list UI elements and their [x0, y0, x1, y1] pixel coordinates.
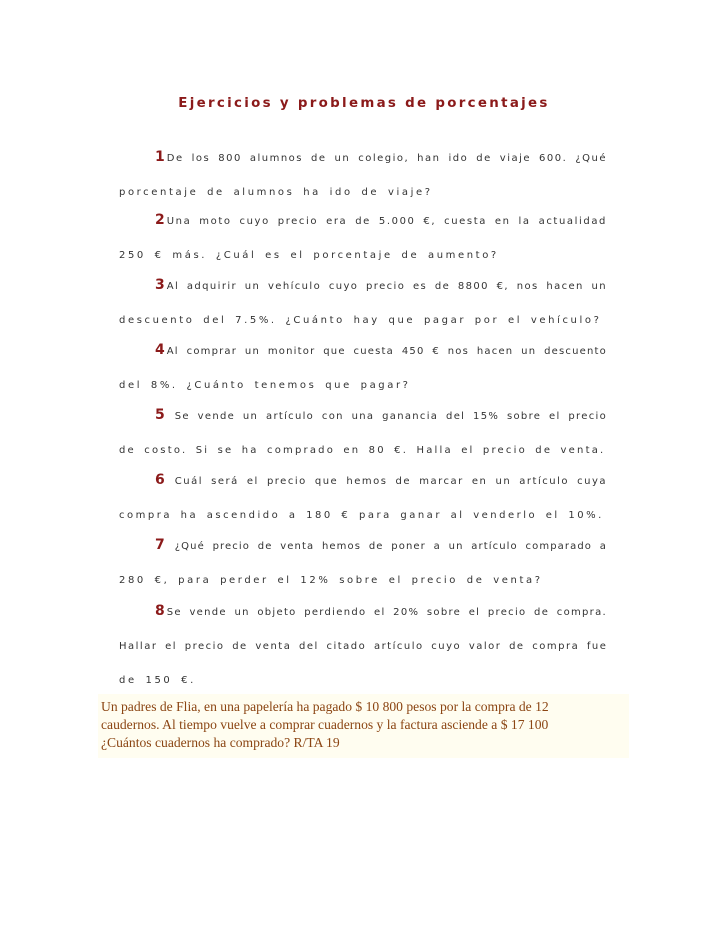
problem-text: Una moto cuyo precio era de 5.000 €, cuesta en la actualidad [166, 216, 607, 227]
problem-5 [119, 398, 607, 468]
problem-3-line-1 [119, 268, 607, 304]
extra-problem-line-2: caudernos. Al tiempo vuelve a comprar cuadernos y la factura asciende a $ 17 100 [101, 717, 549, 732]
problem-6 [119, 463, 607, 533]
extra-problem [101, 698, 629, 752]
problem-1-line-1 [119, 140, 607, 176]
problem-4 [119, 333, 607, 403]
extra-problem-line-3: ¿Cuántos cuadernos ha comprado? R/TA 19 [101, 735, 340, 750]
problem-text: ¿Qué precio de venta hemos de poner a un artículo comparado a [174, 541, 607, 552]
extra-problem-line-1: Un padres de Flia, en una papelería ha pagado $ 10 800 pesos por la compra de 12 [101, 699, 549, 714]
problem-number: 2 [155, 212, 165, 228]
problem-number: 6 [155, 472, 165, 488]
problem-number: 8 [155, 603, 165, 619]
page-title: Ejercicios y problemas de porcentajes [178, 96, 550, 111]
problem-3-line-2: descuento del 7.5%. ¿Cuánto hay que pagar por el vehículo? [119, 315, 602, 326]
problem-number: 7 [155, 537, 165, 553]
problem-5-line-2: de costo. Si se ha comprado en 80 €. Halla el precio de venta. [119, 445, 606, 456]
problem-number: 1 [155, 149, 165, 165]
problem-8-line-3: de 150 €. [119, 675, 196, 686]
problem-text: Se vende un artículo con una ganancia del 15% sobre el precio [174, 411, 607, 422]
problem-6-line-2: compra ha ascendido a 180 € para ganar al venderlo el 10%. [119, 510, 604, 521]
problem-1-line-2: porcentaje de alumnos ha ido de viaje? [119, 187, 433, 198]
problem-text: Se vende un objeto perdiendo el 20% sobre el precio de compra. [166, 607, 607, 618]
problem-2-line-2: 250 € más. ¿Cuál es el porcentaje de aumento? [119, 250, 499, 261]
problem-4-line-2: del 8%. ¿Cuánto tenemos que pagar? [119, 380, 411, 391]
problem-7-line-1 [119, 528, 607, 564]
problem-7 [119, 528, 607, 598]
problem-number: 4 [155, 342, 165, 358]
problem-text: Al adquirir un vehículo cuyo precio es de 8800 €, nos hacen un [166, 281, 607, 292]
problem-number: 3 [155, 277, 165, 293]
problem-5-line-1 [119, 398, 607, 434]
problem-3 [119, 268, 607, 338]
problem-text: Al comprar un monitor que cuesta 450 € nos hacen un descuento [166, 346, 607, 357]
problem-8-line-2: Hallar el precio de venta del citado artículo cuyo valor de compra fue [119, 641, 608, 652]
problem-8-line-1 [119, 594, 607, 630]
problem-number: 5 [155, 407, 165, 423]
problem-text: De los 800 alumnos de un colegio, han ido de viaje 600. ¿Qué [166, 153, 607, 164]
problem-2 [119, 203, 607, 273]
problem-1 [119, 140, 607, 210]
problem-2-line-1 [119, 203, 607, 239]
problem-text: Cuál será el precio que hemos de marcar en un artículo cuya [174, 476, 607, 487]
problem-8 [119, 594, 607, 698]
problem-6-line-1 [119, 463, 607, 499]
problem-7-line-2: 280 €, para perder el 12% sobre el precio de venta? [119, 575, 543, 586]
problem-4-line-1 [119, 333, 607, 369]
